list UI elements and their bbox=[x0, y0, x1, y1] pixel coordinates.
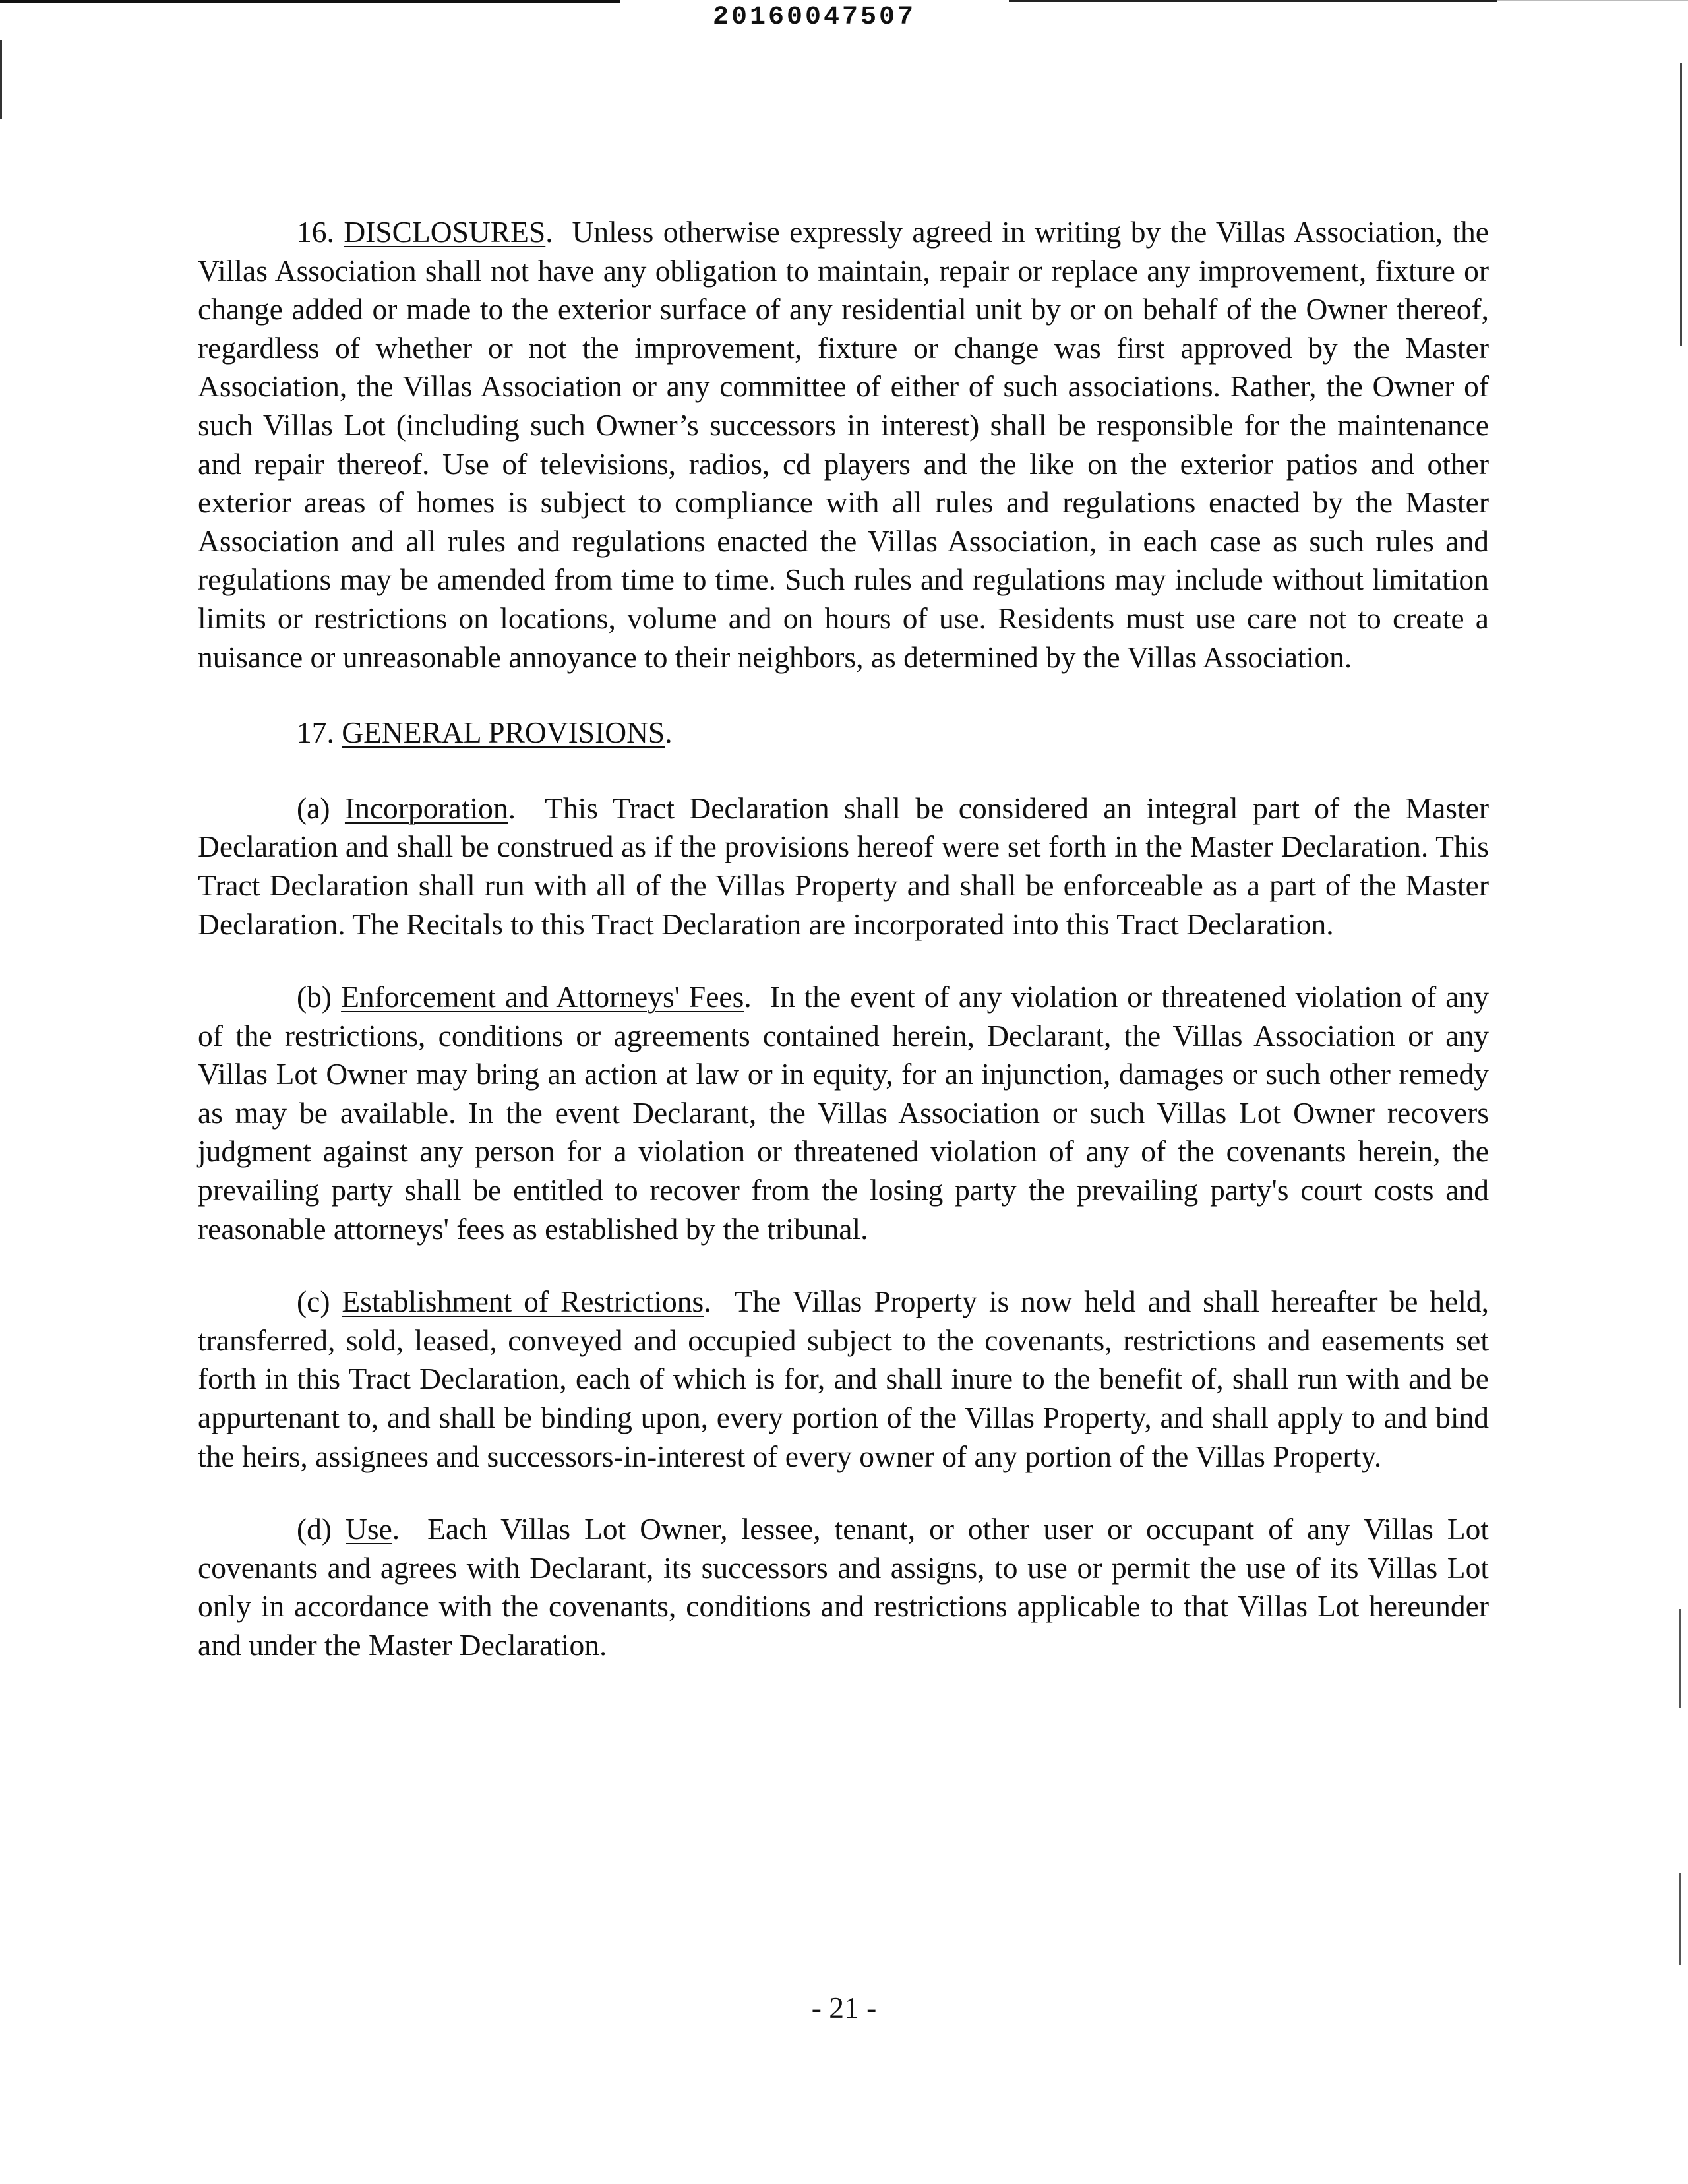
section-17-general-provisions: 17. GENERAL PROVISIONS. bbox=[297, 715, 673, 750]
subsection-heading: Establishment of Restrictions bbox=[342, 1285, 704, 1319]
subsection-text: This Tract Declaration shall be considered an integral part of the Master Declaration and shall be construed as if the provisions hereof were set forth in the Master Declaration. This Tract Declaration shall run with all of the Villas Property and shall be enforceable as a part of the Master Declaration. The Recitals to this Tract Declaration are incorporated into this Tract Declaration. bbox=[198, 791, 1489, 941]
subsection-c-restrictions: (c) Establishment of Restrictions. The Villas Property is now held and shall hereafter be held, transferred, sold, leased, conveyed and occupied subject to the covenants, restrictions and easements set forth in this Tract Declaration, each of which is for, and shall inure to the benefit of, shall run with and be appurtenant to, and shall be binding upon, every portion of the Villas Property, and shall apply to and bind the heirs, assignees and successors-in-interest of every owner of any portion of the Villas Property. bbox=[198, 1285, 1489, 1473]
recording-number: 20160047507 bbox=[712, 3, 917, 32]
scan-edge-mark bbox=[0, 40, 2, 119]
subsection-text: The Villas Property is now held and shall hereafter be held, transferred, sold, leased, conveyed and occupied subject to the covenants, restrictions and easements set forth in this Tract Declaration, each of which is for, and shall inure to the benefit of, shall run with and be appurtenant to, and shall be binding upon, every portion of the Villas Property, and shall apply to and bind the heirs, assignees and successors-in-interest of every owner of any portion of the Villas Property. bbox=[198, 1285, 1489, 1473]
subsection-label: (b) bbox=[297, 980, 332, 1014]
scan-edge-mark bbox=[1680, 63, 1682, 346]
subsection-text: Each Villas Lot Owner, lessee, tenant, or other user or occupant of any Villas Lot covenants and agrees with Declarant, its successors and assigns, to use or permit the use of its Villas Lot only in accordance with the covenants, conditions and restrictions applicable to that Villas Lot hereunder and under the Master Declaration. bbox=[198, 1512, 1490, 1662]
section-text: Unless otherwise expressly agreed in writing by the Villas Association, the Villas Association shall not have any obligation to maintain, repair or replace any improvement, fixture or change added or made to the exterior surface of any residential unit by or on behalf of the Owner thereof, regardless of whether or not the improvement, fixture or change was first approved by the Master Association, the Villas Association or any committee of either of such associations. Rather, the Owner of such Villas Lot (including such Owner’s successors in interest) shall be responsible for the maintenance and repair thereof. Use of televisions, radios, cd players and the like on the exterior patios and other exterior areas of homes is subject to compliance with all rules and regulations enacted by the Master Association and all rules and regulations enacted the Villas Association, in each case as such rules and regulations may be amended from time to time. Such rules and regulations may include without limitation limits or restrictions on locations, volume and on hours of use. Residents must use care not to create a nuisance or unreasonable annoyance to their neighbors, as determined by the Villas Association. bbox=[198, 215, 1490, 674]
subsection-label: (d) bbox=[297, 1512, 332, 1546]
scan-edge-mark bbox=[1679, 1873, 1681, 1965]
subsection-label: (a) bbox=[297, 791, 330, 825]
subsection-d-use: (d) Use. Each Villas Lot Owner, lessee, tenant, or other user or occupant of any Villas Lot covenants and agrees with Declarant, its successors and assigns, to use or permit the use of its Villas Lot only in accordance with the covenants, conditions and restrictions applicable to that Villas Lot hereunder and under the Master Declaration. bbox=[198, 1512, 1490, 1662]
scan-edge-mark bbox=[1679, 1609, 1681, 1708]
page-number: - 21 - bbox=[811, 1991, 877, 2024]
subsection-a-incorporation: (a) Incorporation. This Tract Declaration shall be considered an integral part of the Master Declaration and shall be construed as if the provisions hereof were set forth in the Master Declaration. This Tract Declaration shall run with all of the Villas Property and shall be enforceable as a part of the Master Declaration. The Recitals to this Tract Declaration are incorporated into this Tract Declaration. bbox=[198, 791, 1489, 941]
subsection-text: In the event of any violation or threatened violation of any of the restrictions, conditions or agreements contained herein, Declarant, the Villas Association or any Villas Lot Owner may bring an action at law or in equity, for an injunction, damages or such other remedy as may be available. In the event Declarant, the Villas Association or such Villas Lot Owner recovers judgment against any person for a violation or threatened violation of any of the covenants herein, the prevailing party shall be entitled to recover from the losing party the prevailing party's court costs and reasonable attorneys' fees as established by the tribunal. bbox=[198, 980, 1489, 1246]
section-heading: GENERAL PROVISIONS bbox=[342, 715, 665, 750]
section-heading: DISCLOSURES bbox=[344, 215, 546, 249]
subsection-heading: Use bbox=[346, 1512, 392, 1546]
document-body bbox=[198, 213, 1489, 1665]
scan-edge-mark bbox=[1497, 0, 1688, 1]
subsection-heading: Enforcement and Attorneys' Fees bbox=[341, 980, 744, 1014]
section-16-disclosures: 16. DISCLOSURES. Unless otherwise expressly agreed in writing by the Villas Association, the Villas Association shall not have any obligation to maintain, repair or replace any improvement, fixture or change added or made to the exterior surface of any residential unit by or on behalf of the Owner thereof, regardless of whether or not the improvement, fixture or change was first approved by the Master Association, the Villas Association or any committee of either of such associations. Rather, the Owner of such Villas Lot (including such Owner’s successors in interest) shall be responsible for the maintenance and repair thereof. Use of televisions, radios, cd players and the like on the exterior patios and other exterior areas of homes is subject to compliance with all rules and regulations enacted by the Master Association and all rules and regulations enacted the Villas Association, in each case as such rules and regulations may be amended from time to time. Such rules and regulations may include without limitation limits or restrictions on locations, volume and on hours of use. Residents must use care not to create a nuisance or unreasonable annoyance to their neighbors, as determined by the Villas Association. bbox=[198, 215, 1490, 674]
subsection-heading: Incorporation bbox=[344, 791, 508, 825]
scan-edge-mark bbox=[1009, 0, 1497, 2]
section-number: 17. bbox=[297, 715, 334, 750]
subsection-label: (c) bbox=[297, 1285, 330, 1319]
subsection-b-enforcement: (b) Enforcement and Attorneys' Fees. In the event of any violation or threatened violation of any of the restrictions, conditions or agreements contained herein, Declarant, the Villas Association or any Villas Lot Owner may bring an action at law or in equity, for an injunction, damages or such other remedy as may be available. In the event Declarant, the Villas Association or such Villas Lot Owner recovers judgment against any person for a violation or threatened violation of any of the covenants herein, the prevailing party shall be entitled to recover from the losing party the prevailing party's court costs and reasonable attorneys' fees as established by the tribunal. bbox=[198, 980, 1489, 1246]
section-number: 16. bbox=[297, 215, 334, 249]
